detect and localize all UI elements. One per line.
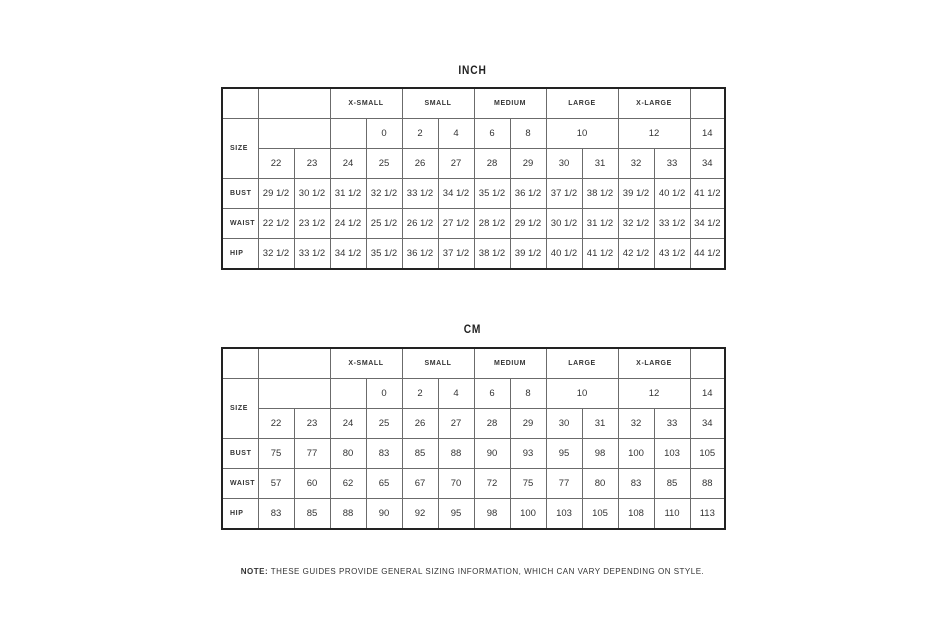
value-cell: 80: [582, 469, 618, 499]
row-label: WAIST: [222, 209, 258, 239]
us-size-cell: 8: [510, 379, 546, 409]
value-cell: 105: [582, 499, 618, 530]
value-cell: 25 1/2: [366, 209, 402, 239]
value-cell: 31 1/2: [330, 179, 366, 209]
group-header: X-SMALL: [330, 88, 402, 119]
value-cell: 98: [474, 499, 510, 530]
value-cell: 70: [438, 469, 474, 499]
us-size-cell: 0: [366, 119, 402, 149]
numeric-size-cell: 27: [438, 149, 474, 179]
measurement-row-bust: [222, 439, 725, 469]
value-cell: 103: [654, 439, 690, 469]
empty-cell: [330, 119, 366, 149]
value-cell: 31 1/2: [582, 209, 618, 239]
value-cell: 41 1/2: [582, 239, 618, 270]
value-cell: 98: [582, 439, 618, 469]
group-header: LARGE: [546, 348, 618, 379]
numeric-size-cell: 30: [546, 409, 582, 439]
value-cell: 100: [618, 439, 654, 469]
us-size-cell: 2: [402, 379, 438, 409]
us-size-cell: 12: [618, 379, 690, 409]
value-cell: 35 1/2: [474, 179, 510, 209]
numeric-size-cell: 22: [258, 149, 294, 179]
value-cell: 110: [654, 499, 690, 530]
us-size-cell: 4: [438, 119, 474, 149]
value-cell: 88: [330, 499, 366, 530]
size-label: SIZE: [222, 379, 258, 439]
numeric-size-cell: 30: [546, 149, 582, 179]
value-cell: 30 1/2: [294, 179, 330, 209]
value-cell: 32 1/2: [258, 239, 294, 270]
group-header-row: [222, 348, 725, 379]
row-label: HIP: [222, 239, 258, 270]
us-size-cell: 6: [474, 119, 510, 149]
value-cell: 62: [330, 469, 366, 499]
value-cell: 32 1/2: [618, 209, 654, 239]
value-cell: 83: [366, 439, 402, 469]
us-size-cell: 10: [546, 119, 618, 149]
measurement-row-waist: [222, 469, 725, 499]
numeric-size-cell: 23: [294, 409, 330, 439]
numeric-size-row: [222, 149, 725, 179]
numeric-size-cell: 32: [618, 149, 654, 179]
group-header: MEDIUM: [474, 348, 546, 379]
value-cell: 29 1/2: [510, 209, 546, 239]
numeric-size-cell: 33: [654, 409, 690, 439]
value-cell: 40 1/2: [654, 179, 690, 209]
value-cell: 95: [546, 439, 582, 469]
inch-size-table: [221, 87, 726, 270]
value-cell: 100: [510, 499, 546, 530]
row-label: BUST: [222, 179, 258, 209]
us-size-cell: 2: [402, 119, 438, 149]
measurement-row-hip: [222, 499, 725, 530]
value-cell: 108: [618, 499, 654, 530]
numeric-size-cell: 31: [582, 149, 618, 179]
value-cell: 29 1/2: [258, 179, 294, 209]
value-cell: 67: [402, 469, 438, 499]
empty-cell: [258, 379, 330, 409]
value-cell: 23 1/2: [294, 209, 330, 239]
measurement-row-waist: [222, 209, 725, 239]
corner-cell: [222, 348, 258, 379]
sizing-note: [0, 567, 945, 576]
group-header: SMALL: [402, 88, 474, 119]
value-cell: 32 1/2: [366, 179, 402, 209]
empty-cell: [690, 348, 725, 379]
measurement-row-hip: [222, 239, 725, 270]
note-text: THESE GUIDES PROVIDE GENERAL SIZING INFORMATION, WHICH CAN VARY DEPENDING ON STYLE.: [268, 567, 705, 576]
empty-cell: [258, 119, 330, 149]
us-size-cell: 10: [546, 379, 618, 409]
value-cell: 36 1/2: [510, 179, 546, 209]
value-cell: 30 1/2: [546, 209, 582, 239]
value-cell: 34 1/2: [330, 239, 366, 270]
us-size-row: [222, 119, 725, 149]
value-cell: 77: [294, 439, 330, 469]
value-cell: 34 1/2: [690, 209, 725, 239]
numeric-size-cell: 34: [690, 409, 725, 439]
inch-title: INCH: [458, 63, 487, 77]
value-cell: 22 1/2: [258, 209, 294, 239]
empty-cell: [258, 348, 330, 379]
numeric-size-cell: 31: [582, 409, 618, 439]
numeric-size-cell: 29: [510, 409, 546, 439]
value-cell: 103: [546, 499, 582, 530]
numeric-size-cell: 26: [402, 149, 438, 179]
value-cell: 90: [366, 499, 402, 530]
numeric-size-cell: 34: [690, 149, 725, 179]
value-cell: 39 1/2: [618, 179, 654, 209]
value-cell: 37 1/2: [546, 179, 582, 209]
numeric-size-cell: 28: [474, 149, 510, 179]
value-cell: 33 1/2: [402, 179, 438, 209]
empty-cell: [258, 88, 330, 119]
numeric-size-cell: 23: [294, 149, 330, 179]
value-cell: 85: [294, 499, 330, 530]
value-cell: 37 1/2: [438, 239, 474, 270]
value-cell: 33 1/2: [294, 239, 330, 270]
value-cell: 72: [474, 469, 510, 499]
group-header: X-LARGE: [618, 88, 690, 119]
numeric-size-cell: 32: [618, 409, 654, 439]
numeric-size-cell: 24: [330, 149, 366, 179]
numeric-size-cell: 26: [402, 409, 438, 439]
value-cell: 93: [510, 439, 546, 469]
value-cell: 44 1/2: [690, 239, 725, 270]
value-cell: 40 1/2: [546, 239, 582, 270]
value-cell: 105: [690, 439, 725, 469]
value-cell: 90: [474, 439, 510, 469]
numeric-size-row: [222, 409, 725, 439]
numeric-size-cell: 25: [366, 409, 402, 439]
group-header: LARGE: [546, 88, 618, 119]
value-cell: 39 1/2: [510, 239, 546, 270]
value-cell: 36 1/2: [402, 239, 438, 270]
numeric-size-cell: 28: [474, 409, 510, 439]
value-cell: 43 1/2: [654, 239, 690, 270]
group-header: SMALL: [402, 348, 474, 379]
cm-size-table: [221, 347, 726, 530]
us-size-cell: 0: [366, 379, 402, 409]
value-cell: 41 1/2: [690, 179, 725, 209]
value-cell: 38 1/2: [582, 179, 618, 209]
value-cell: 75: [510, 469, 546, 499]
value-cell: 88: [438, 439, 474, 469]
value-cell: 95: [438, 499, 474, 530]
value-cell: 77: [546, 469, 582, 499]
value-cell: 83: [618, 469, 654, 499]
corner-cell: [222, 88, 258, 119]
numeric-size-cell: 27: [438, 409, 474, 439]
numeric-size-cell: 22: [258, 409, 294, 439]
cm-title: CM: [463, 322, 482, 336]
value-cell: 57: [258, 469, 294, 499]
value-cell: 88: [690, 469, 725, 499]
numeric-size-cell: 24: [330, 409, 366, 439]
numeric-size-cell: 29: [510, 149, 546, 179]
value-cell: 35 1/2: [366, 239, 402, 270]
value-cell: 75: [258, 439, 294, 469]
us-size-cell: 8: [510, 119, 546, 149]
us-size-cell: 14: [690, 119, 725, 149]
us-size-cell: 4: [438, 379, 474, 409]
value-cell: 85: [402, 439, 438, 469]
value-cell: 92: [402, 499, 438, 530]
size-label: SIZE: [222, 119, 258, 179]
row-label: WAIST: [222, 469, 258, 499]
note-label: NOTE:: [240, 567, 269, 576]
group-header-row: [222, 88, 725, 119]
empty-cell: [330, 379, 366, 409]
value-cell: 33 1/2: [654, 209, 690, 239]
group-header: MEDIUM: [474, 88, 546, 119]
value-cell: 27 1/2: [438, 209, 474, 239]
value-cell: 113: [690, 499, 725, 530]
empty-cell: [690, 88, 725, 119]
value-cell: 26 1/2: [402, 209, 438, 239]
value-cell: 65: [366, 469, 402, 499]
numeric-size-cell: 33: [654, 149, 690, 179]
value-cell: 34 1/2: [438, 179, 474, 209]
row-label: BUST: [222, 439, 258, 469]
row-label: HIP: [222, 499, 258, 530]
numeric-size-cell: 25: [366, 149, 402, 179]
us-size-row: [222, 379, 725, 409]
value-cell: 60: [294, 469, 330, 499]
value-cell: 38 1/2: [474, 239, 510, 270]
us-size-cell: 6: [474, 379, 510, 409]
us-size-cell: 12: [618, 119, 690, 149]
group-header: X-SMALL: [330, 348, 402, 379]
group-header: X-LARGE: [618, 348, 690, 379]
value-cell: 85: [654, 469, 690, 499]
value-cell: 80: [330, 439, 366, 469]
value-cell: 42 1/2: [618, 239, 654, 270]
value-cell: 24 1/2: [330, 209, 366, 239]
measurement-row-bust: [222, 179, 725, 209]
value-cell: 28 1/2: [474, 209, 510, 239]
value-cell: 83: [258, 499, 294, 530]
us-size-cell: 14: [690, 379, 725, 409]
